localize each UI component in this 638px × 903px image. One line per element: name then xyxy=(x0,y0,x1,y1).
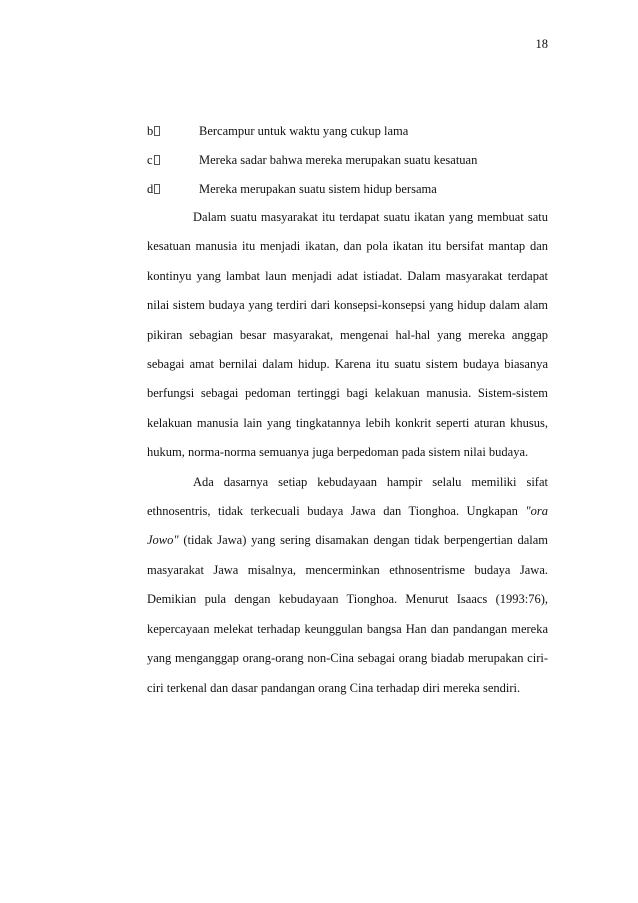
body-text xyxy=(147,203,548,703)
list-marker-letter: c xyxy=(147,153,153,167)
list-marker xyxy=(147,178,160,200)
criteria-list xyxy=(147,120,547,207)
list-marker xyxy=(147,120,160,142)
list-marker xyxy=(147,149,160,171)
list-item-text: Mereka sadar bahwa mereka merupakan suatu kesatuan xyxy=(199,153,478,167)
list-marker-letter: b xyxy=(147,124,154,138)
paragraph-ethnocentrism-start: Ada dasarnya setiap kebudayaan hampir selalu memiliki sifat ethnosentris, tidak terkecuali budaya Jawa dan Tionghoa. Ungkapan xyxy=(147,474,548,519)
list-item-text: Bercampur untuk waktu yang cukup lama xyxy=(199,124,409,138)
missing-glyph-box-icon xyxy=(154,126,160,136)
list-item-text: Mereka merupakan suatu sistem hidup bersama xyxy=(199,182,437,196)
paragraph-ethnocentrism-end: (tidak Jawa) yang sering disamakan dengan tidak berpengertian dalam masyarakat Jawa misalnya, mencerminkan ethnosentrisme budaya Jawa. Demikian pula dengan kebudayaan Tionghoa. Menurut Isaacs (1993:76), kepercayaan melekat terhadap keunggulan bangsa Han dan pandangan mereka yang menganggap orang-orang non-Cina sebagai orang biadab merupakan ciri-ciri terkenal dan dasar pandangan orang Cina terhadap diri mereka sendiri. xyxy=(147,533,548,695)
list-marker-letter: d xyxy=(147,182,154,196)
list-item xyxy=(147,120,547,149)
paragraph-social-bond: Dalam suatu masyarakat itu terdapat suatu ikatan yang membuat satu kesatuan manusia itu menjadi ikatan, dan pola ikatan itu bersifat mantap dan kontinyu yang lambat laun menjadi adat istiadat. Dalam masyarakat terdapat nilai sistem budaya yang terdiri dari konsepsi-konsepsi yang hidup dalam alam pikiran sebagian besar masyarakat, mengenai hal-hal yang mereka anggap sebagai amat bernilai dalam hidup. Karena itu suatu sistem budaya biasanya berfungsi sebagai pedoman tertinggi bagi kelakuan manusia. Sistem-sistem kelakuan manusia lain yang tingkatannya lebih konkrit seperti aturan khusus, hukum, norma-norma semuanya juga berpedoman pada sistem nilai budaya. xyxy=(147,210,548,460)
page-number: 18 xyxy=(535,37,548,51)
paragraph-ethnocentrism xyxy=(147,468,548,703)
list-item xyxy=(147,149,547,178)
missing-glyph-box-icon xyxy=(154,155,160,165)
ora-jowo-phrase: "ora Jowo" xyxy=(147,504,548,548)
missing-glyph-box-icon xyxy=(154,184,160,194)
